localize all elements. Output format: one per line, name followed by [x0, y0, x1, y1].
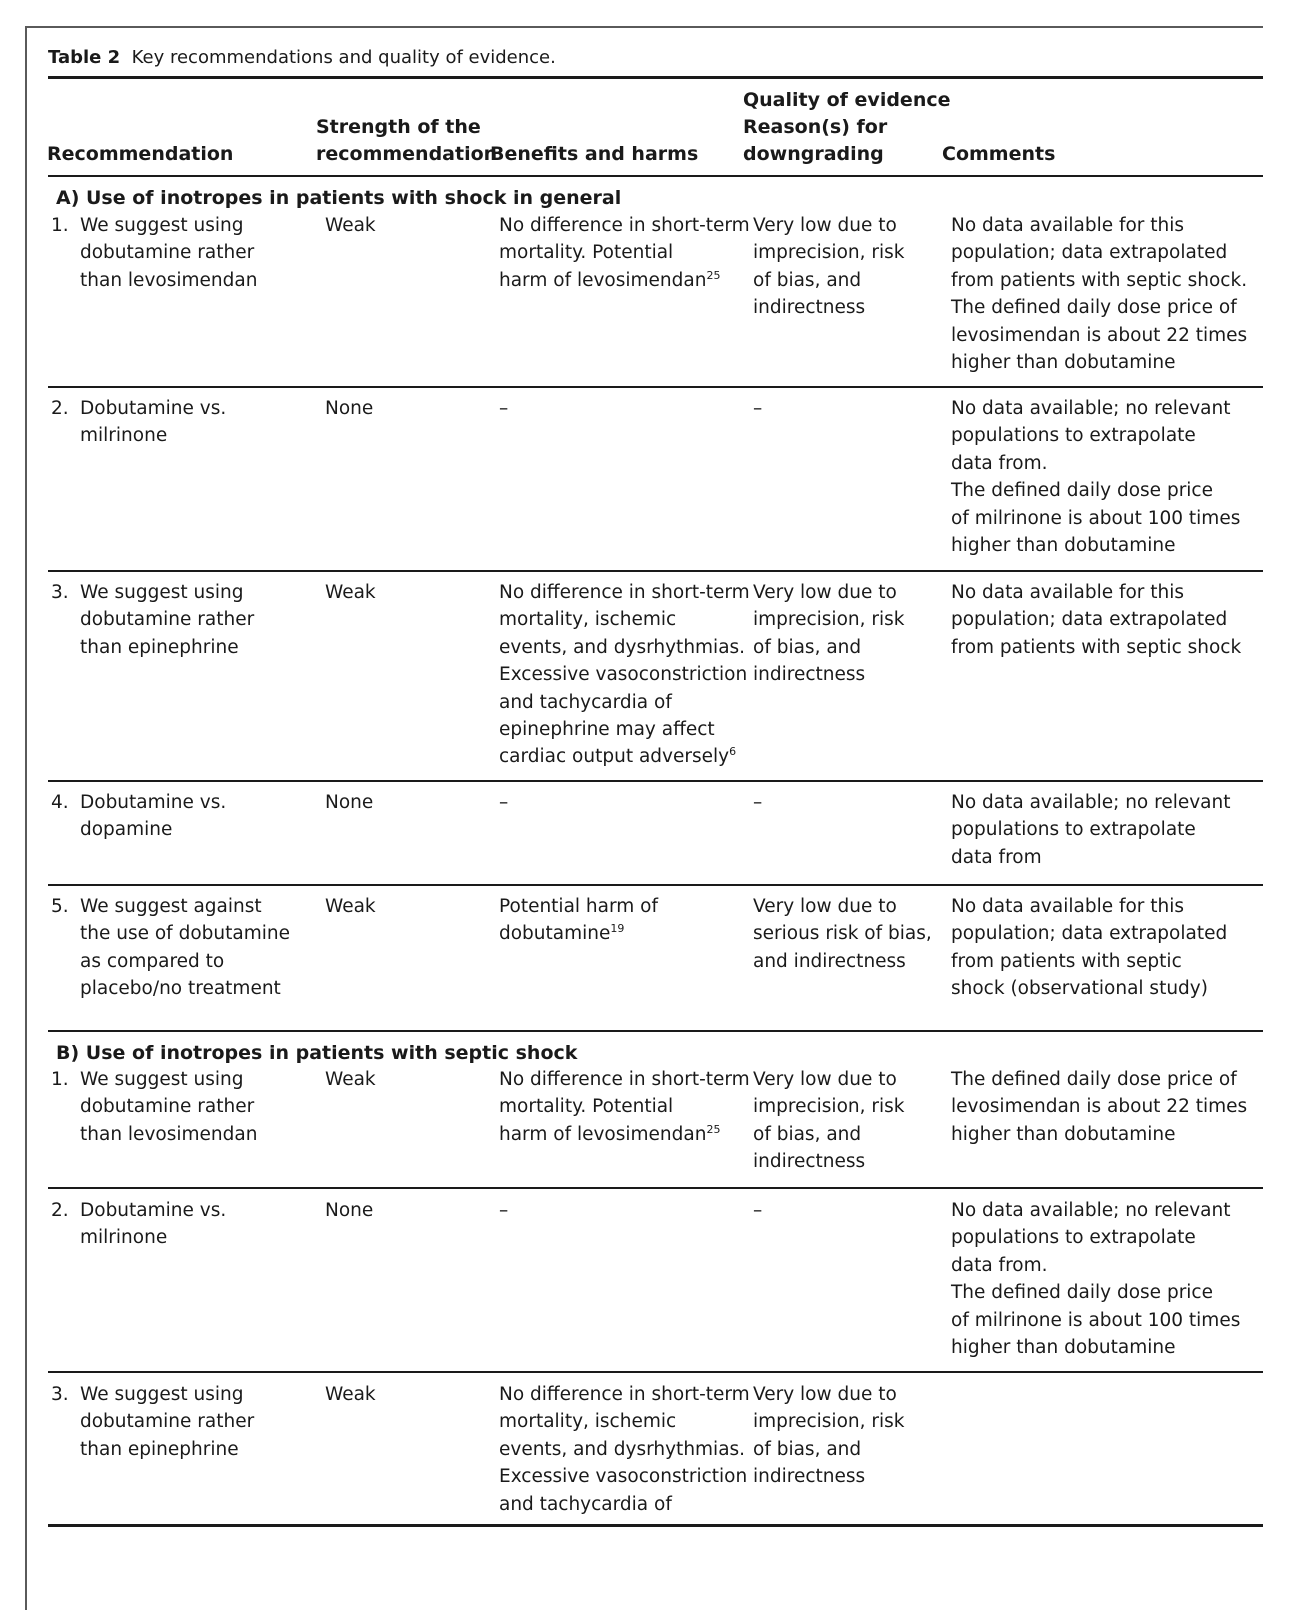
quality-cell-text: serious risk of bias, [753, 923, 932, 945]
header-bottom-rule [48, 175, 1263, 177]
strength-cell: None [325, 398, 374, 419]
comments-cell-line [951, 212, 1247, 239]
strength-cell: None [325, 1200, 374, 1221]
quality-cell-text: – [753, 398, 763, 419]
recommendation-cell-text: milrinone [80, 1227, 168, 1249]
benefits-cell-line [499, 634, 750, 661]
row-separator [48, 1030, 1263, 1032]
recommendation-cell [80, 1197, 226, 1252]
benefits-cell-line [499, 1093, 750, 1120]
comments-cell-line [951, 893, 1227, 920]
comments-cell-text: from patients with septic shock [951, 636, 1242, 658]
recommendation-cell-text: dobutamine rather [80, 1411, 255, 1433]
benefits-cell-line [499, 1121, 750, 1148]
recommendation-cell [80, 1381, 254, 1463]
recommendation-cell-text: placebo/no treatment [80, 978, 281, 1000]
recommendation-cell [80, 893, 290, 1003]
comments-cell-text: No data available for this [951, 582, 1185, 603]
section-title: B) Use of inotropes in patients with septic shock [56, 1042, 578, 1064]
recommendation-cell-line [80, 920, 290, 947]
recommendation-cell-text: as compared to [80, 950, 225, 972]
reference-superscript: 19 [610, 922, 625, 936]
benefits-cell-text: events, and dysrhythmias. [499, 1438, 746, 1460]
benefits-cell-line [499, 920, 658, 947]
quality-cell-text: Very low due to [753, 896, 897, 917]
section-title: A) Use of inotropes in patients with shock in general [56, 187, 622, 209]
quality-cell [753, 1381, 904, 1491]
comments-cell-text: shock (observational study) [951, 978, 1208, 1000]
benefits-cell-line [499, 661, 750, 688]
comments-cell-line [951, 1121, 1247, 1148]
comments-cell-text: The defined daily dose price [951, 480, 1213, 502]
comments-cell-text: of milrinone is about 100 times [951, 507, 1241, 529]
comments-cell-text: No data available; no relevant [951, 1200, 1231, 1221]
comments-cell-line [951, 505, 1240, 532]
recommendation-cell-line [80, 816, 226, 843]
quality-cell-line [753, 893, 932, 920]
quality-cell-text: Very low due to [753, 1069, 897, 1090]
comments-cell [951, 395, 1240, 559]
quality-cell-text: Very low due to [753, 215, 897, 236]
quality-cell-line [753, 239, 904, 266]
comments-cell-text: The defined daily dose price of [951, 1069, 1237, 1090]
table-caption [48, 46, 556, 70]
comments-cell-text: higher than dobutamine [951, 535, 1176, 557]
recommendation-cell [80, 395, 226, 450]
comments-cell-text: data from. [951, 452, 1048, 474]
comments-cell-text: data from. [951, 1254, 1048, 1276]
quality-cell-text: imprecision, risk [753, 609, 905, 631]
recommendation-cell [80, 579, 254, 661]
quality-cell-line [753, 1436, 904, 1463]
recommendation-cell-text: dobutamine rather [80, 609, 255, 631]
column-header-benefits-text: Benefits and harms [490, 143, 699, 165]
row-separator [48, 780, 1263, 782]
benefits-cell-text: mortality, ischemic [499, 609, 677, 631]
benefits-cell-line [499, 1436, 750, 1463]
quality-cell-line [753, 634, 904, 661]
quality-cell-line [753, 948, 932, 975]
comments-cell [951, 1066, 1247, 1148]
quality-cell-text: imprecision, risk [753, 1411, 905, 1433]
recommendation-cell-text: than epinephrine [80, 636, 239, 658]
quality-cell [753, 212, 904, 322]
column-header-quality-text: Quality of evidence [743, 89, 951, 111]
benefits-cell [499, 579, 750, 771]
recommendation-cell-text: Dobutamine vs. [80, 1200, 227, 1221]
quality-cell [753, 789, 762, 816]
recommendation-cell-line [80, 606, 254, 633]
recommendation-cell-line [80, 579, 254, 606]
recommendation-cell [80, 212, 257, 294]
benefits-cell-line [499, 1197, 508, 1224]
benefits-cell-text: and tachycardia of [499, 1493, 672, 1515]
comments-cell [951, 579, 1241, 661]
quality-cell-text: – [753, 792, 763, 813]
column-header-quality-line [743, 87, 951, 114]
quality-cell-line [753, 1463, 904, 1490]
row-number: 2. [51, 1200, 69, 1221]
comments-cell-text: populations to extrapolate [951, 425, 1196, 447]
recommendation-cell-text: We suggest using [80, 1069, 244, 1090]
benefits-cell [499, 212, 750, 294]
benefits-cell-text: No difference in short-term [499, 1069, 750, 1090]
quality-cell-text: indirectness [753, 664, 866, 686]
recommendation-cell-text: We suggest against [80, 896, 262, 917]
caption-label: Table 2 [48, 47, 121, 68]
quality-cell-line [753, 661, 904, 688]
page-frame-top [27, 26, 1263, 28]
recommendation-cell-text: We suggest using [80, 215, 244, 236]
column-header-strength-line [316, 114, 497, 141]
comments-cell-line [951, 975, 1227, 1002]
recommendation-cell-text: the use of dobutamine [80, 923, 290, 945]
comments-cell-line [951, 1224, 1240, 1251]
comments-cell-line [951, 1279, 1240, 1306]
reference-superscript: 25 [706, 1122, 721, 1136]
recommendation-cell-line [80, 1224, 226, 1251]
row-number: 3. [51, 1384, 69, 1405]
row-separator [48, 1371, 1263, 1373]
comments-cell-text: higher than dobutamine [951, 352, 1176, 374]
recommendation-cell-text: than levosimendan [80, 1123, 258, 1145]
comments-cell-line [951, 349, 1247, 376]
recommendation-cell-text: dobutamine rather [80, 242, 255, 264]
quality-cell [753, 893, 932, 975]
recommendation-cell-line [80, 1408, 254, 1435]
recommendation-cell-line [80, 893, 290, 920]
strength-cell: Weak [325, 582, 376, 603]
comments-cell [951, 893, 1227, 1003]
benefits-cell-text: mortality. Potential [499, 242, 674, 264]
benefits-cell-text: mortality. Potential [499, 1096, 674, 1118]
comments-cell-text: No data available for this [951, 896, 1185, 917]
comments-cell-line [951, 606, 1241, 633]
benefits-cell-text: cardiac output adversely [499, 746, 730, 768]
quality-cell-line [753, 579, 904, 606]
comments-cell-text: higher than dobutamine [951, 1337, 1176, 1359]
comments-cell-text: No data available for this [951, 215, 1185, 236]
column-header-strength-line [316, 141, 497, 168]
recommendation-cell-line [80, 1436, 254, 1463]
comments-cell-text: higher than dobutamine [951, 1123, 1176, 1145]
row-number: 1. [51, 215, 69, 236]
comments-cell-line [951, 1334, 1240, 1361]
comments-cell-text: No data available; no relevant [951, 792, 1231, 813]
comments-cell-text: The defined daily dose price [951, 1282, 1213, 1304]
quality-cell-line [753, 1066, 904, 1093]
column-header-strength-text: recommendation [316, 143, 498, 165]
comments-cell-line [951, 1307, 1240, 1334]
benefits-cell-line [499, 579, 750, 606]
benefits-cell-text: harm of levosimendan [499, 269, 707, 291]
row-separator [48, 884, 1263, 886]
benefits-cell-line [499, 716, 750, 743]
benefits-cell-line [499, 743, 750, 770]
header-top-rule [48, 76, 1263, 79]
comments-cell-text: from patients with septic [951, 950, 1182, 972]
recommendation-cell-text: than epinephrine [80, 1438, 239, 1460]
column-header-comments [942, 141, 1055, 168]
comments-cell-line [951, 239, 1247, 266]
column-header-strength [316, 114, 497, 168]
quality-cell-text: indirectness [753, 1151, 866, 1173]
recommendation-cell-text: milrinone [80, 425, 168, 447]
row-separator [48, 386, 1263, 388]
quality-cell-text: and indirectness [753, 950, 906, 972]
comments-cell-text: The defined daily dose price of [951, 297, 1237, 319]
benefits-cell-text: – [499, 398, 509, 419]
column-header-strength-text: Strength of the [316, 116, 481, 138]
quality-cell-text: of bias, and [753, 636, 862, 658]
column-header-benefits [490, 141, 698, 168]
benefits-cell-line [499, 893, 658, 920]
quality-cell-text: of bias, and [753, 1438, 862, 1460]
benefits-cell-line [499, 1408, 750, 1435]
quality-cell-text: of bias, and [753, 269, 862, 291]
column-header-recommendation-line [47, 141, 233, 168]
table-bottom-rule [48, 1524, 1263, 1527]
column-header-comments-text: Comments [942, 143, 1056, 165]
quality-cell-line [753, 267, 904, 294]
quality-cell-text: of bias, and [753, 1123, 862, 1145]
recommendation-cell-text: than levosimendan [80, 269, 258, 291]
recommendation-cell-line [80, 212, 257, 239]
comments-cell-text: population; data extrapolated [951, 609, 1228, 631]
comments-cell-line [951, 267, 1247, 294]
row-number: 1. [51, 1069, 69, 1090]
quality-cell [753, 579, 904, 689]
column-header-quality-line [743, 141, 951, 168]
benefits-cell-line [499, 239, 750, 266]
benefits-cell-text: – [499, 792, 509, 813]
recommendation-cell-line [80, 634, 254, 661]
comments-cell-text: No data available; no relevant [951, 398, 1231, 419]
benefits-cell-line [499, 267, 750, 294]
benefits-cell [499, 1197, 508, 1224]
recommendation-cell-line [80, 1093, 257, 1120]
quality-cell-line [753, 395, 762, 422]
quality-cell-text: imprecision, risk [753, 242, 905, 264]
benefits-cell-line [499, 212, 750, 239]
comments-cell [951, 212, 1247, 376]
benefits-cell-text: No difference in short-term [499, 582, 750, 603]
quality-cell [753, 1197, 762, 1224]
comments-cell-text: populations to extrapolate [951, 819, 1196, 841]
recommendation-cell-line [80, 948, 290, 975]
benefits-cell-text: harm of levosimendan [499, 1123, 707, 1145]
comments-cell-text: levosimendan is about 22 times [951, 324, 1248, 346]
benefits-cell-text: mortality, ischemic [499, 1411, 677, 1433]
recommendation-cell-text: Dobutamine vs. [80, 398, 227, 419]
quality-cell-line [753, 1121, 904, 1148]
recommendation-cell-text: We suggest using [80, 1384, 244, 1405]
quality-cell-line [753, 212, 904, 239]
comments-cell-text: populations to extrapolate [951, 1227, 1196, 1249]
column-header-quality-text: downgrading [743, 143, 884, 165]
comments-cell-line [951, 948, 1227, 975]
column-header-comments-line [942, 141, 1055, 168]
recommendation-cell-text: dopamine [80, 819, 173, 841]
benefits-cell [499, 395, 508, 422]
comments-cell-line [951, 920, 1227, 947]
column-header-quality-text: Reason(s) for [743, 116, 888, 138]
benefits-cell-text: epinephrine may affect [499, 719, 715, 741]
benefits-cell-line [499, 1491, 750, 1518]
row-separator [48, 570, 1263, 572]
comments-cell-line [951, 579, 1241, 606]
recommendation-cell-line [80, 789, 226, 816]
benefits-cell-text: Potential harm of [499, 896, 659, 917]
recommendation-cell-line [80, 1381, 254, 1408]
caption-text: Key recommendations and quality of evidence. [131, 47, 556, 68]
quality-cell-line [753, 1381, 904, 1408]
benefits-cell [499, 789, 508, 816]
benefits-cell-text: and tachycardia of [499, 691, 672, 713]
benefits-cell-line [499, 1381, 750, 1408]
benefits-cell-line [499, 395, 508, 422]
benefits-cell-line [499, 1463, 750, 1490]
quality-cell-line [753, 1148, 904, 1175]
benefits-cell-line [499, 1066, 750, 1093]
recommendation-cell-line [80, 975, 290, 1002]
recommendation-cell-line [80, 422, 226, 449]
comments-cell-line [951, 1252, 1240, 1279]
benefits-cell-text: Excessive vasoconstriction [499, 664, 748, 686]
quality-cell-line [753, 789, 762, 816]
comments-cell-line [951, 422, 1240, 449]
recommendation-cell-line [80, 1121, 257, 1148]
row-number: 3. [51, 582, 69, 603]
quality-cell-line [753, 606, 904, 633]
strength-cell: None [325, 792, 374, 813]
row-separator [48, 1187, 1263, 1189]
benefits-cell-line [499, 689, 750, 716]
benefits-cell-text: Excessive vasoconstriction [499, 1466, 748, 1488]
benefits-cell [499, 1381, 750, 1518]
benefits-cell-text: No difference in short-term [499, 215, 750, 236]
recommendation-cell-text: dobutamine rather [80, 1096, 255, 1118]
comments-cell-line [951, 395, 1240, 422]
column-header-quality [743, 87, 951, 168]
quality-cell-line [753, 920, 932, 947]
comments-cell-text: of milrinone is about 100 times [951, 1309, 1241, 1331]
benefits-cell-text: dobutamine [499, 923, 611, 945]
quality-cell-text: indirectness [753, 1466, 866, 1488]
quality-cell-line [753, 1197, 762, 1224]
benefits-cell-line [499, 606, 750, 633]
comments-cell [951, 1197, 1240, 1361]
page-frame-left [25, 26, 27, 1610]
recommendation-cell-line [80, 395, 226, 422]
quality-cell-text: Very low due to [753, 582, 897, 603]
strength-cell: Weak [325, 215, 376, 236]
benefits-cell [499, 1066, 750, 1148]
reference-superscript: 6 [729, 745, 737, 759]
quality-cell-text: – [753, 1200, 763, 1221]
comments-cell-text: data from [951, 846, 1042, 868]
quality-cell-line [753, 294, 904, 321]
comments-cell-text: population; data extrapolated [951, 242, 1228, 264]
column-header-benefits-line [490, 141, 698, 168]
comments-cell-line [951, 844, 1231, 871]
comments-cell-text: population; data extrapolated [951, 923, 1228, 945]
comments-cell-line [951, 322, 1247, 349]
strength-cell: Weak [325, 1384, 376, 1405]
comments-cell-line [951, 1066, 1247, 1093]
comments-cell-line [951, 789, 1231, 816]
strength-cell: Weak [325, 1069, 376, 1090]
recommendation-cell [80, 1066, 257, 1148]
recommendation-cell-line [80, 1197, 226, 1224]
comments-cell [951, 789, 1231, 871]
comments-cell-line [951, 450, 1240, 477]
column-header-recommendation [47, 141, 233, 168]
comments-cell-line [951, 294, 1247, 321]
strength-cell: Weak [325, 896, 376, 917]
row-number: 2. [51, 398, 69, 419]
benefits-cell-line [499, 789, 508, 816]
recommendation-cell-line [80, 267, 257, 294]
quality-cell [753, 395, 762, 422]
comments-cell-line [951, 1093, 1247, 1120]
comments-cell-line [951, 1197, 1240, 1224]
recommendation-cell-line [80, 239, 257, 266]
comments-cell-line [951, 816, 1231, 843]
comments-cell-line [951, 532, 1240, 559]
row-number: 5. [51, 896, 69, 917]
comments-cell-line [951, 634, 1241, 661]
quality-cell-text: imprecision, risk [753, 1096, 905, 1118]
column-header-quality-line [743, 114, 951, 141]
recommendation-cell-text: Dobutamine vs. [80, 792, 227, 813]
comments-cell-line [951, 477, 1240, 504]
benefits-cell-text: – [499, 1200, 509, 1221]
quality-cell [753, 1066, 904, 1176]
reference-superscript: 25 [706, 268, 721, 282]
comments-cell-text: levosimendan is about 22 times [951, 1096, 1248, 1118]
benefits-cell-text: events, and dysrhythmias. [499, 636, 746, 658]
recommendation-cell-text: We suggest using [80, 582, 244, 603]
row-number: 4. [51, 792, 69, 813]
benefits-cell [499, 893, 658, 948]
comments-cell-text: from patients with septic shock. [951, 269, 1248, 291]
column-header-recommendation-text: Recommendation [47, 143, 234, 165]
quality-cell-text: indirectness [753, 297, 866, 319]
benefits-cell-text: No difference in short-term [499, 1384, 750, 1405]
quality-cell-text: Very low due to [753, 1384, 897, 1405]
recommendation-cell [80, 789, 226, 844]
quality-cell-line [753, 1093, 904, 1120]
recommendation-cell-line [80, 1066, 257, 1093]
quality-cell-line [753, 1408, 904, 1435]
